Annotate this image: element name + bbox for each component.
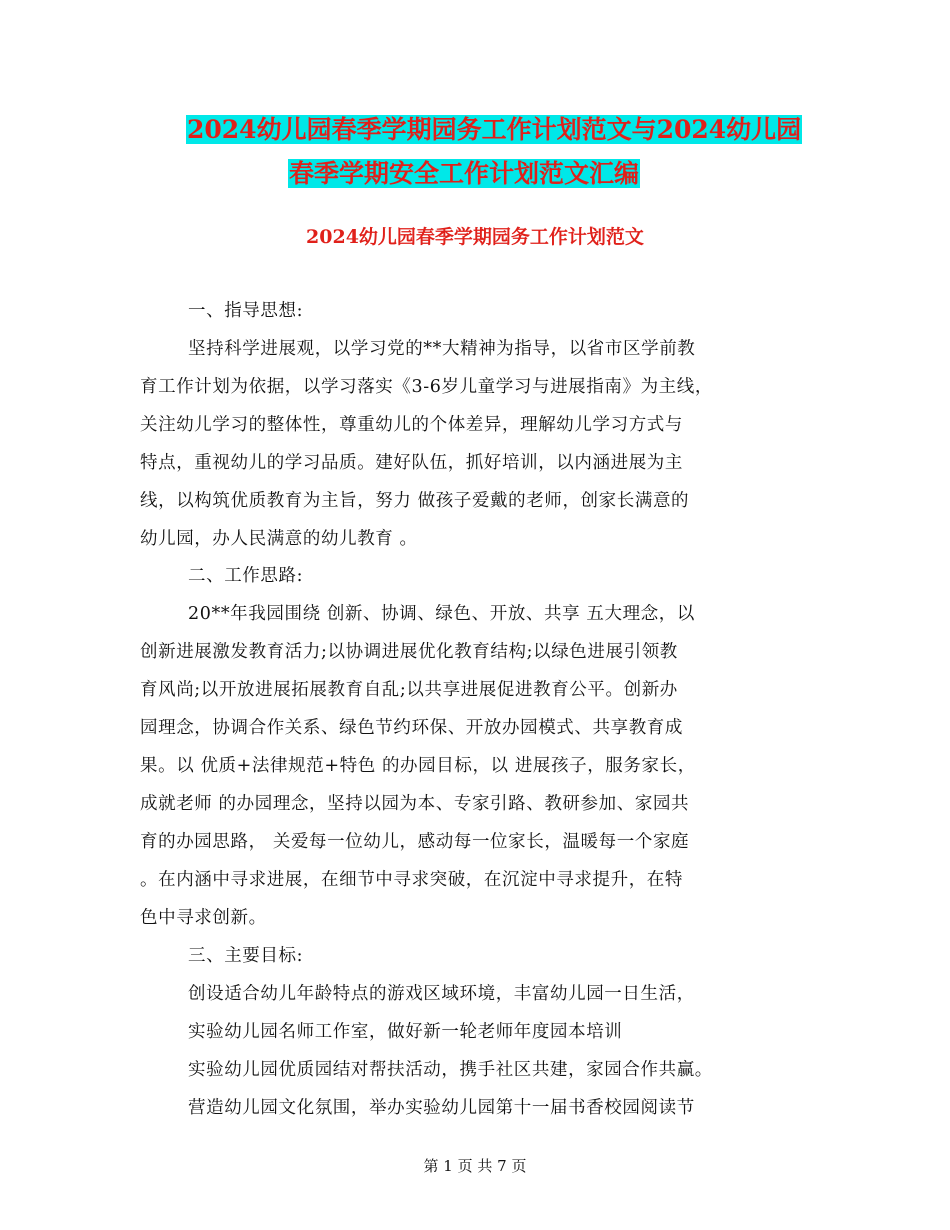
paragraph-line: 育工作计划为依据，以学习落实《3-6岁儿童学习与进展指南》为主线， (140, 377, 713, 397)
paragraph-line: 育风尚;以开放进展拓展教育自乱;以共享进展促进教育公平。创新办 (140, 680, 678, 700)
paragraph-line: 育的办园思路， 关爱每一位幼儿，感动每一位家长，温暖每一个家庭 (140, 832, 690, 852)
paragraph-line: 。在内涵中寻求进展，在细节中寻求突破，在沉淀中寻求提升，在特 (140, 870, 683, 890)
paragraph-line: 特点，重视幼儿的学习品质。建好队伍，抓好培训，以内涵进展为主 (140, 453, 683, 473)
title-line-1: 2024幼儿园春季学期园务工作计划范文与2024幼儿园 (187, 115, 802, 144)
paragraph-line: 成就老师 的办园理念，坚持以园为本、专家引路、教研参加、家园共 (140, 794, 690, 814)
paragraph-line: 园理念，协调合作关系、绿色节约环保、开放办园模式、共享教育成 (140, 718, 683, 738)
paragraph-line: 创新进展激发教育活力;以协调进展优化教育结构;以绿色进展引领教 (140, 642, 678, 662)
paragraph-line: 果。以 优质+法律规范+特色 的办园目标，以 进展孩子，服务家长， (140, 756, 696, 776)
paragraph-line: 20**年我园围绕 创新、协调、绿色、开放、共享 五大理念，以 (188, 604, 695, 624)
title-line-2: 春季学期安全工作计划范文汇编 (289, 159, 640, 188)
goal-item: 实验幼儿园名师工作室，做好新一轮老师年度园本培训 (188, 1022, 623, 1042)
heading-work-ideas: 二、工作思路: (188, 566, 304, 586)
goal-item: 营造幼儿园文化氛围，举办实验幼儿园第十一届书香校园阅读节 (188, 1098, 695, 1118)
page-number-footer: 第 1 页 共 7 页 (423, 1157, 527, 1175)
paragraph-line: 幼儿园，办人民满意的幼儿教育 。 (140, 529, 418, 549)
goal-item: 实验幼儿园优质园结对帮扶活动，携手社区共建，家园合作共赢。 (188, 1060, 713, 1080)
goal-item: 创设适合幼儿年龄特点的游戏区域环境，丰富幼儿园一日生活， (188, 984, 695, 1004)
heading-main-goals: 三、主要目标: (188, 946, 304, 966)
paragraph-line: 线，以构筑优质教育为主旨，努力 做孩子爱戴的老师，创家长满意的 (140, 491, 690, 511)
section-heading: 2024幼儿园春季学期园务工作计划范文 (306, 226, 644, 248)
paragraph-line: 关注幼儿学习的整体性，尊重幼儿的个体差异，理解幼儿学习方式与 (140, 415, 683, 435)
heading-guiding-ideology: 一、指导思想: (188, 301, 304, 321)
paragraph-line: 坚持科学进展观，以学习党的**大精神为指导，以省市区学前教 (188, 339, 696, 359)
paragraph-line: 色中寻求创新。 (140, 908, 267, 928)
